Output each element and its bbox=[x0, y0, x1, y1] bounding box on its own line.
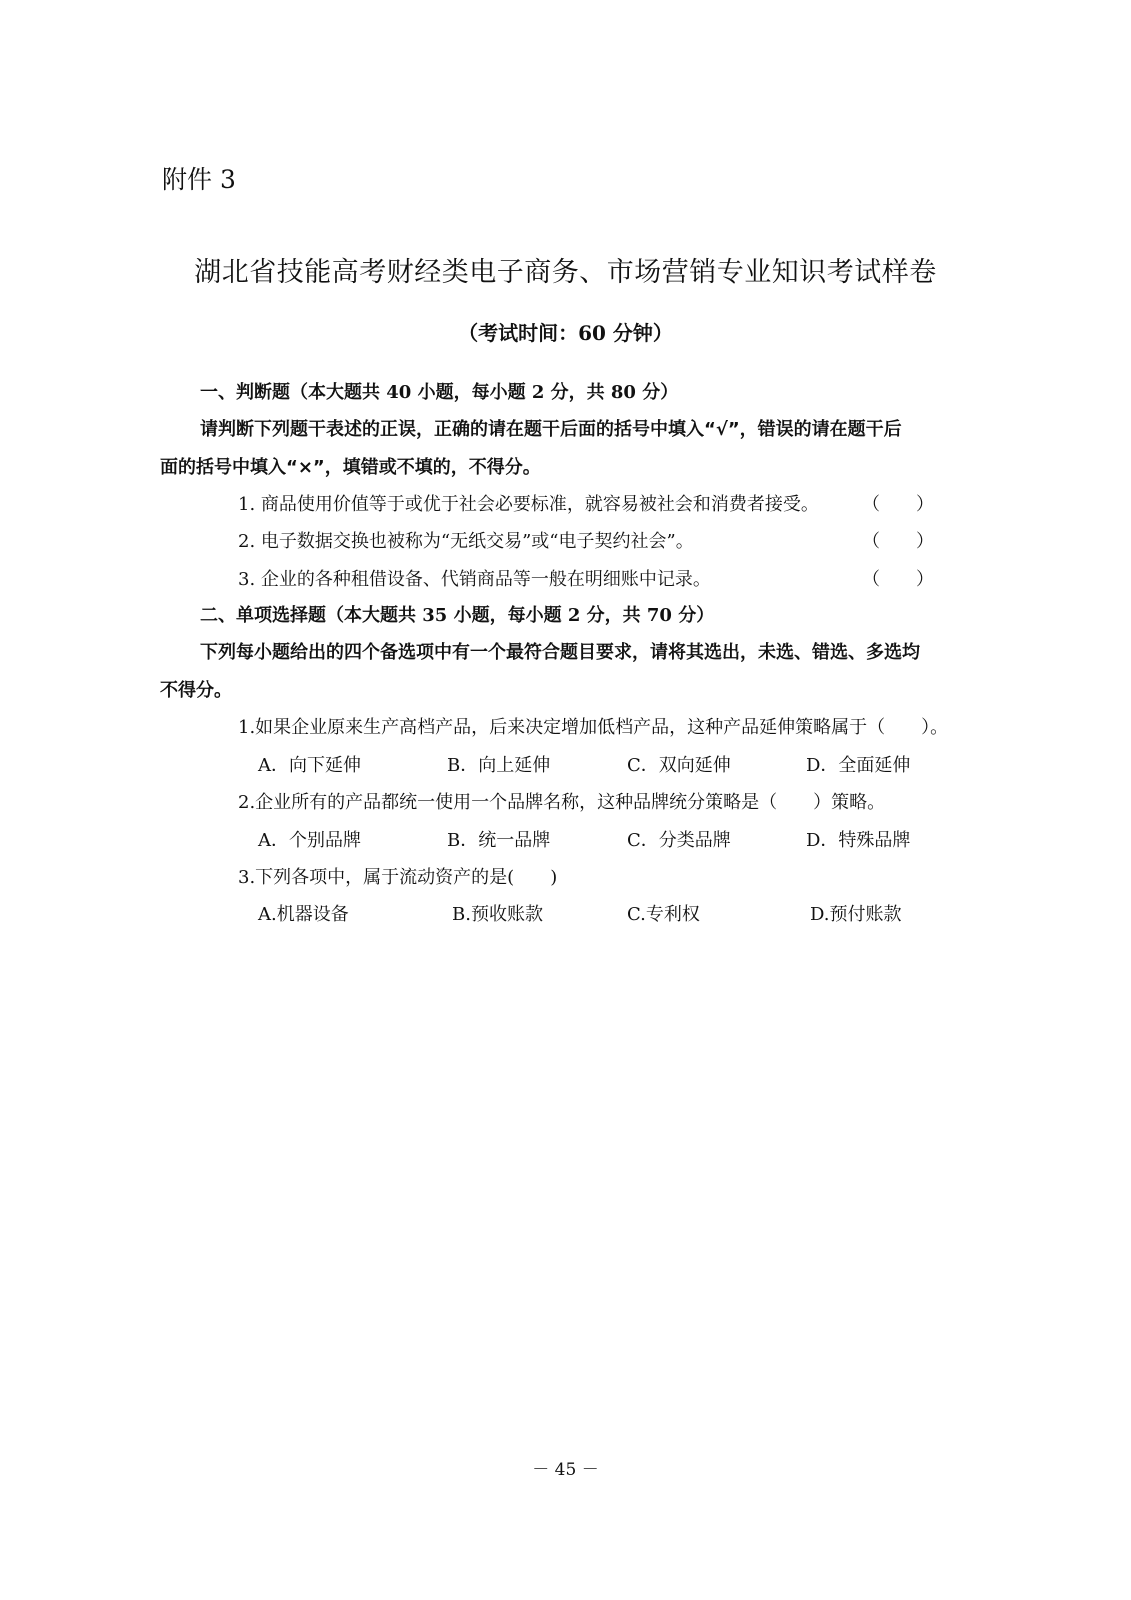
judge-item-3: 3. 企业的各种租借设备、代销商品等一般在明细账中记录。 bbox=[238, 569, 711, 590]
question-1-option-a: A．向下延伸 bbox=[258, 755, 361, 776]
judge-item-3-answer: （ ） bbox=[862, 569, 934, 590]
question-1-option-b: B．向上延伸 bbox=[447, 755, 551, 776]
question-1-option-d: D．全面延伸 bbox=[806, 755, 911, 776]
page-number: － 45 － bbox=[532, 1460, 599, 1480]
section2-instruction-line2: 不得分。 bbox=[160, 680, 232, 701]
attachment-label: 附件 3 bbox=[162, 165, 236, 194]
question-3-option-b: B.预收账款 bbox=[452, 904, 543, 925]
judge-item-1: 1. 商品使用价值等于或优于社会必要标准，就容易被社会和消费者接受。 bbox=[238, 494, 819, 515]
question-2-option-b: B．统一品牌 bbox=[447, 830, 551, 851]
question-3-option-a: A.机器设备 bbox=[258, 904, 349, 925]
judge-item-2: 2. 电子数据交换也被称为“无纸交易”或“电子契约社会”。 bbox=[238, 531, 694, 552]
judge-item-1-answer: （ ） bbox=[862, 494, 934, 515]
section1-heading: 一、判断题（本大题共 40 小题，每小题 2 分，共 80 分） bbox=[200, 382, 679, 403]
section1-instruction-line1: 请判断下列题干表述的正误，正确的请在题干后面的括号中填入“√”，错误的请在题干后 bbox=[200, 419, 902, 440]
section2-instruction-line1: 下列每小题给出的四个备选项中有一个最符合题目要求，请将其选出，未选、错选、多选均 bbox=[200, 642, 920, 663]
choice-question-3: 3.下列各项中，属于流动资产的是( ) bbox=[238, 867, 558, 888]
question-2-option-d: D．特殊品牌 bbox=[806, 830, 911, 851]
question-3-option-d: D.预付账款 bbox=[810, 904, 902, 925]
document-title: 湖北省技能高考财经类电子商务、市场营销专业知识考试样卷 bbox=[194, 257, 937, 288]
question-3-option-c: C.专利权 bbox=[627, 904, 700, 925]
section2-heading: 二、单项选择题（本大题共 35 小题，每小题 2 分，共 70 分） bbox=[200, 605, 715, 626]
question-1-option-c: C．双向延伸 bbox=[627, 755, 731, 776]
section1-instruction-line2: 面的括号中填入“×”，填错或不填的，不得分。 bbox=[160, 457, 541, 478]
choice-question-1: 1.如果企业原来生产高档产品，后来决定增加低档产品，这种产品延伸策略属于（ ）。 bbox=[238, 717, 949, 738]
question-2-option-a: A．个别品牌 bbox=[258, 830, 361, 851]
question-2-option-c: C．分类品牌 bbox=[627, 830, 731, 851]
exam-duration: （考试时间：60 分钟） bbox=[458, 321, 673, 345]
choice-question-2: 2.企业所有的产品都统一使用一个品牌名称，这种品牌统分策略是（ ）策略。 bbox=[238, 792, 886, 813]
judge-item-2-answer: （ ） bbox=[862, 531, 934, 552]
